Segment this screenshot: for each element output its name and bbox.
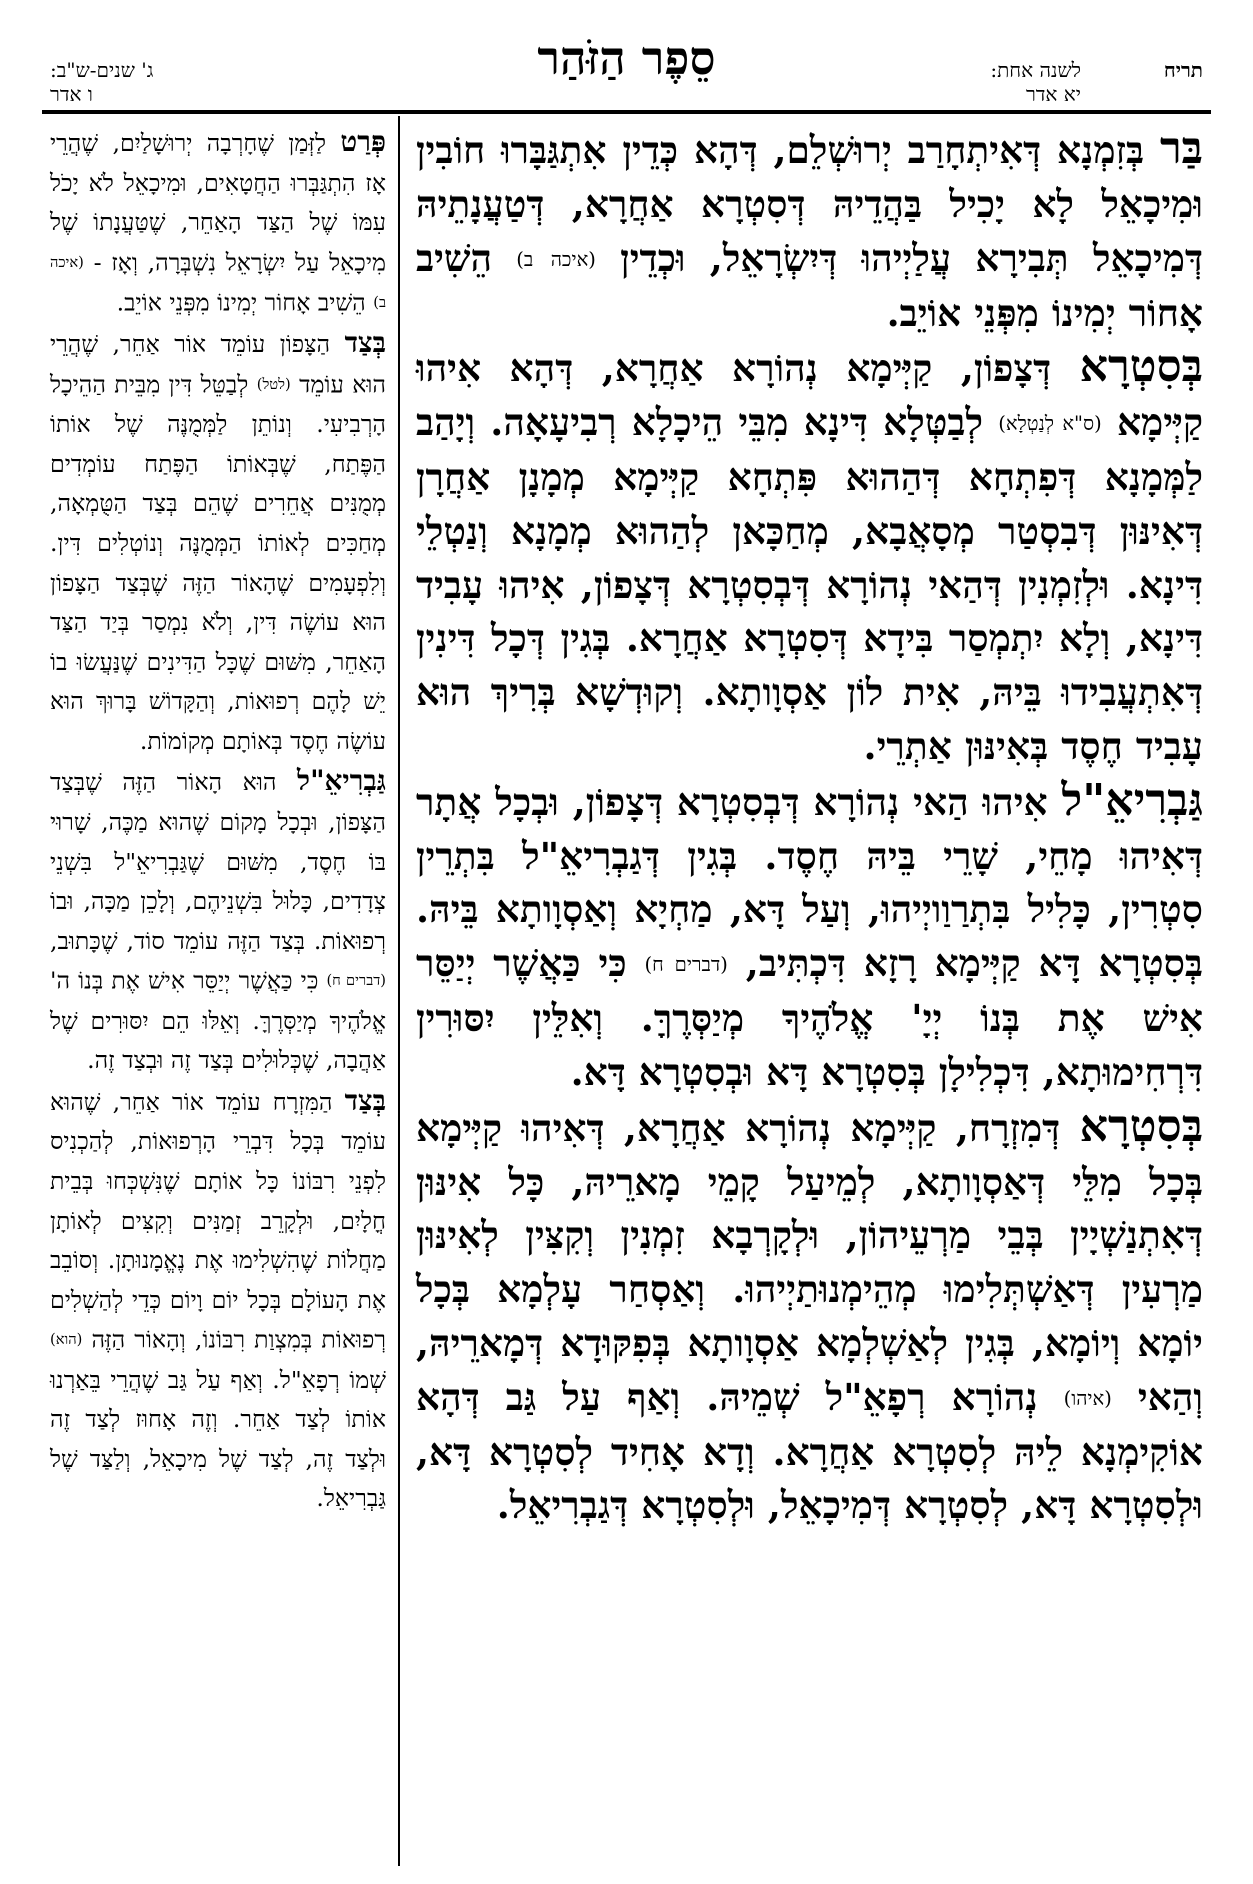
lead-word: בַּר [1159,122,1203,174]
main-paragraph-3 [416,774,1203,1100]
paragraph-text: דְּצָפוֹן, קַיְּימָא נְהוֹרָא אַחֲרָא, דְּהָא אִיהוּ קַיְּימָא [416,346,1204,445]
main-paragraph-2 [416,340,1203,774]
lead-word: בְּסִטְרָא [1079,1099,1204,1152]
variant-note: (ס"א לְנַטְלָא) [998,412,1102,436]
paragraph-text: כִּי כַּאֲשֶׁר יְיַסֵּר אִישׁ אֶת בְּנוֹ ה' אֱלֹהֶיךָ מְיַסְּרֶךָּ. וְאֵלּוּ הֵם יִסּוּרִים שֶׁל אַהֲבָה, שֶׁכְּלוּלִים בְּצַד זֶה וּבְצַד זֶה. [50,967,386,1075]
verse-reference: (דברים ח) [644,953,728,977]
side-paragraph-3 [50,761,386,1080]
variant-note: (איהו) [1063,1386,1112,1410]
paragraph-text: בְּזִמְנָא דְּאִיתְחָרַב יְרוּשְׁלֵם, דְּהָא כְּדֵין אִתְגַּבָּרוּ חוֹבִין וּמִיכָאֵל לָא יָכִיל בַּהֲדֵיהּ דְּסִטְרָא אַחֲרָא, דְּטַעֲנָתֵיהּ דְּמִיכָאֵל תְּבִירָא עֲלַיְיהוּ דְּיִשְׂרָאֵל, וּכְדֵין [416,128,1203,280]
paragraph-text: לְבַטֵּל דִּין מִבֵּית הַהֵיכָל הָרְבִיעִי. וְנוֹתֵן לַמְּמֻנֶּה שֶׁל אוֹתוֹ הַפֶּתַח, שֶׁבְּאוֹתוֹ הַפֶּתַח עוֹמְדִים מְמֻנִּים אֲחֵרִים שֶׁהֵם בְּצַד הַטֻּמְאָה, מְחַכִּים לְאוֹתוֹ הַמְּמֻנֶּה וְנוֹטְלִים דִּין. וְלִפְעָמִים שֶׁהָאוֹר הַזֶּה שֶׁבְּצַד הַצָּפוֹן הוּא עוֹשֶׂה דִּין, וְלֹא נִמְסַר בְּיַד הַצַּד הָאַחֵר, מִשּׁוּם שֶׁכָּל הַדִּינִים שֶׁנַּעֲשׂוּ בוֹ יֵשׁ לָהֶם רְפוּאוֹת, וְהַקָּדוֹשׁ בָּרוּךְ הוּא עוֹשֶׂה חֶסֶד בְּאוֹתָם מְקוֹמוֹת. [50,370,386,755]
side-paragraph-2 [50,323,386,761]
hebrew-translation-column [50,122,386,1519]
paragraph-text: שְׁמוֹ רְפָאֵ"ל. וְאַף עַל גַּב שֶׁהֲרֵי בֵּאַרְנוּ אוֹתוֹ לְצַד אַחֵר. וְזֶה אָחוּז לְצַד זֶה וּלְצַד זֶה, לְצַד שֶׁל מִיכָאֵל, וְלַצַּד שֶׁל גַּבְרִיאֵל. [50,1365,386,1513]
lead-word: פְּרַט [340,125,387,158]
lead-word: בְּצַד [344,326,386,360]
main-paragraph-1 [416,122,1203,340]
verse-reference: (איכה ב) [50,253,386,312]
side-paragraph-1 [50,122,386,323]
paragraph-text: הַמִּזְרָח עוֹמֵד אוֹר אַחֵר, שֶׁהוּא עוֹמֵד בְּכָל דִּבְרֵי הָרְפוּאוֹת, לְהַכְנִיס לִפְנֵי רִבּוֹנוֹ כָּל אוֹתָם שֶׁנִּשְׁכְּחוּ בְּבֵית חֳלָיִם, וּלְקָרֵב זְמַנִּים וְקִצִּים לְאוֹתָן מַחֲלוֹת שֶׁהִשְׁלִימוּ אֶת נֶאֱמָנוּתָן. וְסוֹבֵב אֶת הָעוֹלָם בְּכָל יוֹם וָיוֹם כְּדֵי לְהַשְׁלִים רְפוּאוֹת בְּמִצְוַת רִבּוֹנוֹ, וְהָאוֹר הַזֶּה [50,1087,386,1355]
book-title: סֵפֶר הַזֹּהַר [537,31,716,85]
side-paragraph-4 [50,1081,386,1519]
paragraph-text: כִּי כַּאֲשֶׁר יְיַסֵּר אִישׁ אֶת בְּנוֹ יְיָ' אֱלֹהֶיךָ מְיַסְּרֶךָּ. וְאִלֵּין יִסּוּרִין דִּרְחִימוּתָא, דִּכְלִילָן בְּסִטְרָא דָּא וּבְסִטְרָא דָּא. [416,941,1203,1094]
verse-reference: (דברים ח) [326,972,386,990]
paragraph-text: לַזְּמַן שֶׁחָרְבָה יְרוּשָׁלַיִם, שֶׁהֲרֵי אָז הִתְגַּבְּרוּ הַחֲטָאִים, וּמִיכָאֵל לֹא יָכֹל עִמּוֹ שֶׁל הַצַּד הָאַחֵר, שֶׁטַּעֲנָתוֹ שֶׁל מִיכָאֵל עַל יִשְׂרָאֵל נִשְׁבְּרָה, וְאָז - [50,129,386,277]
variant-note: (הוא) [50,1331,83,1349]
cycle-line-2: יא אדר [1025,82,1081,106]
paragraph-text: דְּמִזְרָח, קַיְּימָא נְהוֹרָא אַחֲרָא, דְּאִיהוּ קַיְּימָא בְּכָל מִלֵּי דְּאַסְוָותָא, לְמֵיעַל קָמֵי מָארֵיהּ, כָּל אִינּוּן דְּאִתְנַשְׁיָין בְּבֵי מַרְעֵיהוֹן, וּלְקָרְבָא זִמְנִין וְקִצִּין לְאִינּוּן מַרְעִין דְּאַשְׁתְּלִימוּ מְהֵימְנוּתַיְיהוּ. וְאַסְחַר עָלְמָא בְּכָל יוֹמָא וְיוֹמָא, בְּגִין לְאַשְׁלְמָא אַסְוָותָא בְּפִקּוּדָא דְּמָארֵיהּ, וְהַאי [416,1105,1203,1419]
paragraph-text: הוּא הָאוֹר הַזֶּה שֶׁבְּצַד הַצָּפוֹן, וּבְכָל מָקוֹם שֶׁהוּא מַכֶּה, שָׁרוּי בּוֹ חֶסֶד, מִשּׁוּם שֶׁגַּבְרִיאֵ"ל בִּשְׁנֵי צְדָדִים, כָּלוּל בִּשְׁנֵיהֶם, וְלָכֵן מַכָּה, וּבוֹ רְפוּאוֹת. בְּצַד הַזֶּה עוֹמֵד סוֹד, שֶׁכָּתוּב, [50,768,386,955]
paragraph-text: לְבַטְּלָא דִּינָא מִבֵּי הֵיכָלָא רְבִיעָאָה. וְיָהַב לַמְּמָנָא דְּפִתְחָא דְּהַהוּא פִּתְחָא קַיְּימָא מְמָנָן אַחֲרָן דְּאִינּוּן דְּבִסְטַר מְסָאֲבָא, מְחַכָּאן לְהַהוּא מְמָנָא וְנַטְלֵי דִּינָא. וּלְזִמְנִין דְּהַאי נְהוֹרָא דְּבְסִטְרָא דְּצָפוֹן, אִיהוּ עָבִיד דִּינָא, וְלָא יִתְמְסַר בִּידָא דְּסִטְרָא אַחֲרָא. בְּגִין דְּכָל דִּינִין דְּאִתְעֲבִידוּ בֵּיהּ, אִית לוֹן אַסְוָותָא. וְקוּדְשָׁא בְּרִיךְ הוּא עָבִיד חֶסֶד בְּאִינּוּן אַתְרֵי. [416,400,1203,769]
left-line-1: ג' שנים-ש"ב: [50,58,154,82]
main-paragraph-4 [416,1100,1203,1534]
paragraph-text: אִיהוּ הַאי נְהוֹרָא דְּבְסִטְרָא דְּצָפוֹן, וּבְכָל אֲתָר דְּאִיהוּ מָחֵי, שָׁרֵי בֵּיהּ חֶסֶד. בְּגִין דְּגַבְרִיאֵ"ל בִּתְרֵין סִטְרִין, כָּלִיל בִּתְרַוַויְיהוּ, וְעַל דָּא, מַחְיָא וְאַסְוָותָא בֵּיהּ. בְּסִטְרָא דָּא קַיְּימָא רָזָא דִּכְתִּיב, [416,779,1204,986]
lead-word: גַּבְרִיאֵ"ל [1061,773,1203,826]
verse-reference: (איכה ב) [516,247,596,271]
lead-word: גַּבְרִיאֵ"ל [297,764,386,798]
paragraph-text: הֵשִׁיב אָחוֹר יְמִינוֹ מִפְּנֵי אוֹיֵב. [116,288,366,317]
column-divider [398,116,400,1866]
variant-note: (לטל) [256,375,291,393]
three-year-cycle-label [50,58,153,106]
header-rule [42,110,1211,114]
page-number: תריח [1163,58,1203,82]
cycle-line-1: לשנה אחת: [990,58,1081,82]
aramaic-text-column [416,122,1203,1533]
paragraph-text: נְהוֹרָא רְפָאֵ"ל שְׁמֵיהּ. וְאַף עַל גַּב דְּהָא אוֹקִימְנָא לֵיהּ לְסִטְרָא אַחֲרָא. וְדָא אָחִיד לְסִטְרָא דָּא, וּלְסִטְרָא דָּא, לְסִטְרָא דְּמִיכָאֵל, וּלְסִטְרָא דְּגַבְרִיאֵל. [416,1374,1203,1528]
lead-word: בְּצַד [344,1083,387,1117]
lead-word: בְּסִטְרָא [1079,340,1203,393]
paragraph-text: הֵשִׁיב אָחוֹר יְמִינוֹ מִפְּנֵי אוֹיֵב. [416,235,1203,335]
left-line-2: ו אדר [50,82,93,106]
paragraph-text: הַצָּפוֹן עוֹמֵד אוֹר אַחֵר, שֶׁהֲרֵי הוּא עוֹמֵד [50,330,386,399]
